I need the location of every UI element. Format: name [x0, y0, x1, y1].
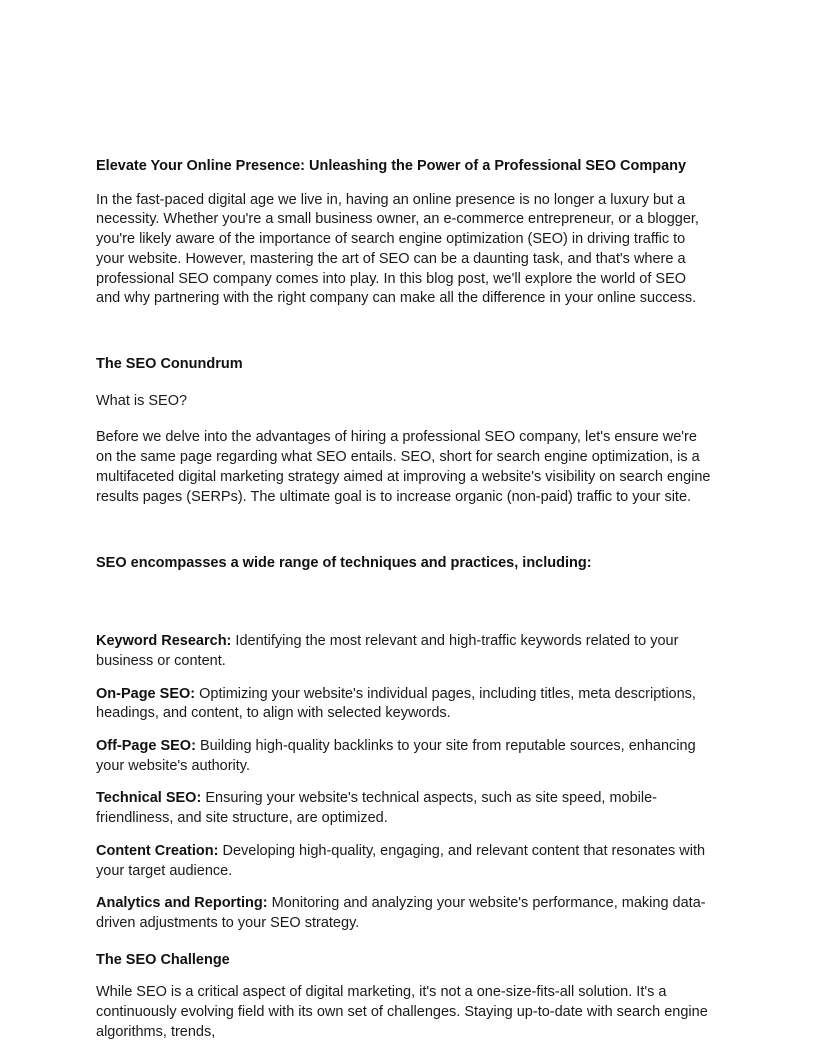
technique-label: On-Page SEO: — [96, 685, 196, 702]
technique-text: Ensuring your website's technical aspects, such as site speed, mobile-friendliness, and site structure, are optimized. — [96, 790, 658, 827]
techniques-heading: SEO encompasses a wide range of techniques and practices, including: — [96, 555, 592, 572]
technique-item-analytics-reporting — [96, 894, 713, 933]
technique-text: Building high-quality backlinks to your site from reputable sources, enhancing your website's authority. — [96, 737, 696, 774]
document-title: Elevate Your Online Presence: Unleashing the Power of a Professional SEO Company — [96, 158, 687, 174]
technique-item-technical-seo — [96, 789, 713, 828]
technique-item-content-creation — [96, 842, 713, 881]
conundrum-heading: The SEO Conundrum — [96, 356, 243, 373]
technique-item-keyword-research — [96, 632, 713, 671]
intro-paragraph: In the fast-paced digital age we live in, having an online presence is no longer a luxury but a necessity. Whether you're a small business owner, an e-commerce entrepreneur, or a blogger, you're likely aware of the importance of search engine optimization (SEO) in driving traffic to your website. However, mastering the art of SEO can be a daunting task, and that's where a professional SEO company comes into play. In this blog post, we'll explore the world of SEO and why partnering with the right company can make all the difference in your online success. — [96, 191, 699, 307]
seo-definition-paragraph: Before we delve into the advantages of hiring a professional SEO company, let's ensure we're on the same page regarding what SEO entails. SEO, short for search engine optimization, is a multifaceted digital marketing strategy aimed at improving a website's visibility on search engine results pages (SERPs). The ultimate goal is to increase organic (non-paid) traffic to your site. — [96, 429, 711, 505]
technique-label: Technical SEO: — [96, 790, 202, 807]
technique-text: Developing high-quality, engaging, and relevant content that resonates with your target audience. — [96, 842, 706, 879]
technique-label: Content Creation: — [96, 842, 219, 859]
technique-label: Off-Page SEO: — [96, 737, 196, 754]
challenge-heading: The SEO Challenge — [96, 951, 230, 968]
what-is-seo-line: What is SEO? — [96, 392, 188, 409]
technique-item-on-page-seo — [96, 685, 713, 724]
technique-label: Keyword Research: — [96, 633, 232, 650]
technique-label: Analytics and Reporting: — [96, 895, 268, 912]
technique-text: Identifying the most relevant and high-traffic keywords related to your business or content. — [96, 633, 679, 669]
technique-item-off-page-seo — [96, 737, 713, 776]
technique-text: Optimizing your website's individual pages, including titles, meta descriptions, headings, and content, to align with selected keywords. — [96, 685, 696, 722]
technique-text: Monitoring and analyzing your website's performance, making data-driven adjustments to your SEO strategy. — [96, 895, 706, 931]
challenge-paragraph: While SEO is a critical aspect of digital marketing, it's not a one-size-fits-all solution. It's a continuously evolving field with its own set of challenges. Staying up-to-date with search engine algorithms, trends, — [96, 984, 708, 1040]
